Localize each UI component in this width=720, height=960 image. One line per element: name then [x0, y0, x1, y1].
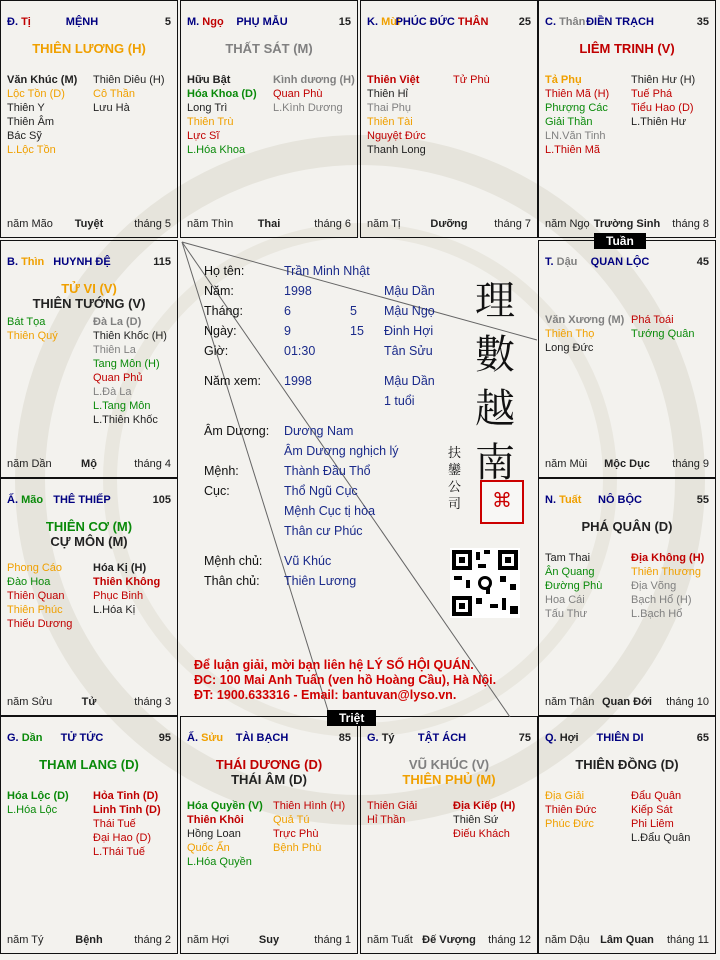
info-label: Âm Dương: [204, 424, 270, 438]
main-star: THẤT SÁT (M) [225, 41, 313, 56]
minor-star-left: Thiên Quý [7, 330, 58, 342]
calligraphy-char-4: 南 [475, 440, 515, 486]
footer-phase: Dưỡng [430, 218, 468, 230]
minor-star-right: Đà La (D) [93, 316, 142, 328]
main-star: PHÁ QUÂN (D) [581, 519, 673, 534]
triet-tag: Triệt [327, 710, 376, 726]
seal-text: 扶 鑾 公 司 [448, 446, 462, 512]
footer-phase: Quan Đới [602, 696, 652, 708]
footer-phase: Tuyệt [74, 218, 104, 230]
footer-year: năm Hợi [187, 934, 230, 946]
calligraphy-logo [465, 274, 525, 490]
footer-year: năm Tý [7, 934, 44, 946]
footer-phase: Thai [257, 218, 281, 230]
minor-star-left: Long Đức [545, 342, 594, 354]
info-value: Vũ Khúc [284, 554, 332, 568]
minor-star-right: Quả Tú [273, 814, 310, 826]
info-value: Dương Nam [284, 424, 354, 438]
palace-title: NÔ BỘC [598, 494, 642, 506]
contact-block [194, 658, 534, 703]
minor-star-left: Lộc Tồn (D) [7, 88, 65, 100]
minor-star-right: L.Kình Dương [273, 102, 343, 114]
palace-title: TẬT ÁCH [417, 732, 467, 744]
palace-name [545, 732, 695, 744]
info-value: 01:30 [284, 344, 316, 358]
branch-stem: B. [7, 256, 18, 268]
minor-star-right: Thiên Thương [631, 566, 702, 578]
palace-title: ĐIỀN TRẠCH [586, 16, 654, 28]
palace-cell-thin [0, 240, 178, 478]
info-value: 1998 [284, 284, 312, 298]
minor-star-right: L.Đà La [93, 386, 132, 398]
footer-year: năm Dậu [545, 934, 590, 946]
footer-year: năm Tuất [367, 934, 413, 946]
branch-name: Dậu [556, 256, 578, 268]
minor-star-left: Giải Thần [545, 116, 593, 128]
palace-title: HUYNH ĐỆ [53, 256, 111, 268]
minor-star-right: Phi Liêm [631, 818, 674, 830]
contact-line-3: ĐT: 1900.633316 - Email: bantuvan@lyso.vn. [194, 688, 457, 702]
branch-stem: G. [367, 732, 379, 744]
branch-stem: M. [187, 16, 200, 28]
minor-star-right: Hóa Kị (H) [93, 562, 147, 574]
footer-month: tháng 5 [134, 218, 171, 230]
minor-star-left: Phong Cáo [7, 562, 63, 574]
info-value: 1998 [284, 374, 312, 388]
minor-star-left: Tấu Thư [545, 608, 588, 620]
footer-phase: Tử [81, 696, 97, 708]
minor-star-left: Thiên Phúc [7, 604, 63, 616]
palace-cell-ty [360, 716, 538, 954]
minor-star-left: Thiên Mã (H) [545, 88, 610, 100]
minor-star-right: Thiên Hình (H) [273, 800, 346, 812]
minor-star-left: Thanh Long [367, 144, 426, 156]
palace-name [545, 494, 695, 506]
minor-star-right: Quan Phủ [93, 372, 143, 384]
minor-star-right: Địa Võng [631, 580, 677, 592]
info-value: Âm Dương nghịch lý [284, 444, 399, 458]
minor-star-left: Thiên Hỉ [367, 88, 408, 100]
info-label: Tháng: [204, 304, 243, 318]
palace-name [7, 16, 157, 28]
minor-star-right: Tử Phù [453, 74, 490, 86]
minor-star-left: LN.Văn Tinh [545, 130, 606, 142]
minor-star-left: Thiên Quan [7, 590, 65, 602]
info-value-lunar: 5 [350, 304, 357, 318]
palace-number: 25 [518, 16, 531, 28]
branch-stem: Đ. [7, 16, 18, 28]
palace-name [367, 732, 517, 744]
palace-name [545, 16, 695, 28]
footer-year: năm Thân [545, 696, 595, 708]
minor-star-right: Thiên Khốc (H) [93, 330, 167, 342]
palace-name [7, 494, 157, 506]
minor-star-left: Thiên Âm [7, 116, 55, 128]
minor-star-right: Thái Tuế [93, 818, 136, 830]
branch-name: Thìn [21, 256, 45, 268]
footer-year: năm Dần [7, 458, 52, 470]
minor-star-right: L.Thái Tuế [93, 846, 145, 858]
branch-name: Sửu [201, 732, 224, 744]
palace-number: 65 [696, 732, 709, 744]
minor-star-right: Thiên Sứ [453, 814, 499, 826]
info-value: Thiên Lương [284, 574, 357, 588]
main-star: THIÊN LƯƠNG (H) [32, 41, 146, 56]
footer-month: tháng 11 [666, 934, 709, 946]
palace-cell-suu [180, 716, 358, 954]
palace-number: 105 [152, 494, 171, 506]
minor-star-left: L.Hóa Khoa [187, 144, 246, 156]
palace-number: 5 [164, 16, 171, 28]
info-label: Mệnh chủ: [204, 554, 263, 568]
minor-star-left: Thiên Thọ [545, 328, 595, 340]
calligraphy-char-1: 理 [475, 278, 515, 324]
footer-phase: Lâm Quan [600, 934, 654, 946]
branch-stem: T. [545, 256, 554, 268]
minor-star-right: Tiểu Hao (D) [631, 102, 694, 114]
minor-star-left: Đường Phù [545, 580, 603, 592]
palace-name [187, 732, 337, 744]
footer-month: tháng 6 [314, 218, 351, 230]
center-panel [180, 240, 538, 718]
minor-star-left: Thiên Tài [367, 116, 413, 128]
info-value-lunar: 15 [350, 324, 364, 338]
footer-phase: Mộc Dục [604, 458, 650, 470]
minor-star-right: Điếu Khách [453, 828, 510, 840]
footer-phase: Mộ [81, 458, 97, 470]
minor-star-left: Thiếu Dương [7, 618, 73, 630]
minor-star-left: L.Thiên Mã [545, 144, 601, 156]
info-value: Thân cư Phúc [284, 524, 363, 538]
minor-star-left: Quốc Ấn [187, 842, 230, 854]
branch-name: Hợi [559, 732, 579, 744]
minor-star-right: L.Thiên Hư [631, 116, 687, 128]
palace-cell-tuat [538, 478, 716, 716]
footer-year: năm Thìn [187, 218, 234, 230]
info-value: Thổ Ngũ Cục [284, 484, 358, 498]
minor-star-right: Tang Môn (H) [93, 358, 160, 370]
info-label: Năm xem: [204, 374, 261, 388]
info-label: Họ tên: [204, 264, 245, 278]
minor-star-left: Thiên Khôi [187, 814, 244, 826]
minor-star-left: L.Lộc Tồn [7, 144, 56, 156]
info-label: Thân chủ: [204, 574, 260, 588]
main-star: THIÊN CƠ (M) [45, 519, 133, 534]
footer-phase: Bệnh [75, 934, 103, 946]
info-value: Thành Đầu Thổ [284, 464, 371, 478]
info-label: Giờ: [204, 344, 229, 358]
palace-title: THIÊN DI [596, 732, 644, 744]
footer-month: tháng 3 [134, 696, 171, 708]
minor-star-right: Kình dương (H) [273, 74, 355, 86]
minor-star-left: Hỉ Thần [367, 814, 406, 826]
minor-star-right: Kiếp Sát [631, 804, 673, 816]
branch-name: Ngọ [202, 16, 224, 28]
main-star: VŨ KHÚC (V) [408, 757, 490, 772]
palace-name [545, 256, 695, 268]
tuan-tag: Tuần [594, 233, 646, 249]
minor-star-right: Tướng Quân [631, 328, 695, 340]
red-seal-icon: ⌘ [480, 480, 524, 524]
branch-stem: C. [545, 16, 556, 28]
info-value: 6 [284, 304, 291, 318]
minor-star-left: Đào Hoa [7, 576, 51, 588]
main-star: LIÊM TRINH (V) [579, 41, 675, 56]
minor-star-right: Linh Tinh (D) [93, 804, 161, 816]
branch-name: Tuất [559, 494, 582, 506]
palace-title: QUAN LỘC [590, 256, 650, 268]
info-value-canchi: 1 tuổi [384, 394, 415, 408]
footer-year: năm Mùi [545, 458, 588, 470]
palace-cell-dau [538, 240, 716, 478]
palace-cell-ti [0, 0, 178, 238]
main-star: THÁI ÂM (D) [231, 772, 307, 787]
palace-name [7, 732, 157, 744]
main-star: THIÊN TƯỚNG (V) [32, 296, 146, 311]
branch-stem: K. [367, 16, 378, 28]
minor-star-right: Đại Hao (D) [93, 832, 152, 844]
minor-star-right: Hỏa Tinh (D) [93, 790, 159, 802]
minor-star-right: Phá Toái [631, 314, 674, 326]
branch-name: Tý [381, 732, 395, 744]
minor-star-left: Bác Sỹ [7, 130, 42, 142]
branch-name: Tị [21, 16, 31, 28]
palace-name [367, 16, 517, 28]
footer-month: tháng 1 [314, 934, 351, 946]
palace-title: THÊ THIẾP [53, 494, 111, 506]
main-star: CỰ MÔN (M) [50, 534, 128, 549]
palace-number: 85 [338, 732, 351, 744]
palace-name [187, 16, 337, 28]
palace-cell-mao [0, 478, 178, 716]
main-star: TỬ VI (V) [61, 281, 117, 296]
minor-star-left: Thiên Giải [367, 800, 418, 812]
minor-star-right: L.Hóa Kị [93, 604, 136, 616]
info-value: Trần Minh Nhật [284, 264, 370, 278]
footer-phase: Đế Vượng [422, 934, 476, 946]
info-value-canchi: Đinh Hợi [384, 324, 434, 338]
footer-month: tháng 9 [672, 458, 709, 470]
minor-star-right: Đẩu Quân [631, 790, 682, 802]
palace-number: 55 [696, 494, 709, 506]
branch-stem: Ấ. [187, 732, 198, 744]
main-star: THAM LANG (D) [39, 757, 139, 772]
info-value-canchi: Mậu Dần [384, 284, 435, 298]
branch-name: Dần [21, 732, 43, 744]
palace-title: PHỤ MẪU [236, 16, 288, 28]
minor-star-left: Hoa Cái [545, 594, 585, 606]
palace-title: TÀI BẠCH [235, 732, 289, 744]
info-value: Mệnh Cục tị hòa [284, 504, 376, 518]
branch-stem: Q. [545, 732, 557, 744]
branch-stem: N. [545, 494, 556, 506]
footer-month: tháng 8 [672, 218, 709, 230]
contact-line-2: ĐC: 100 Mai Anh Tuấn (ven hồ Hoàng Cầu), Hà Nội. [194, 673, 497, 687]
contact-line-1: Để luận giải, mời bạn liên hệ LÝ SỐ HỘI QUÁN. [194, 658, 474, 672]
footer-year: năm Sửu [7, 696, 53, 708]
minor-star-left: Thiên Trù [187, 116, 234, 128]
palace-cell-mui [360, 0, 538, 238]
minor-star-left: Hóa Quyền (V) [187, 800, 263, 812]
palace-name [7, 256, 157, 268]
footer-month: tháng 4 [134, 458, 171, 470]
palace-number: 45 [696, 256, 709, 268]
branch-stem: Ấ. [7, 494, 18, 506]
footer-year: năm Mão [7, 218, 53, 230]
minor-star-left: Văn Khúc (M) [7, 74, 78, 86]
minor-star-left: Địa Giải [545, 790, 585, 802]
qr-code-icon [450, 548, 520, 618]
minor-star-left: Ân Quang [545, 566, 595, 578]
minor-star-right: Địa Không (H) [631, 552, 705, 564]
minor-star-left: Hồng Loan [187, 828, 241, 840]
minor-star-right: Trực Phù [273, 828, 319, 840]
palace-title: PHÚC ĐỨC [395, 16, 455, 28]
minor-star-left: Nguyệt Đức [367, 130, 426, 142]
palace-cell-ngo [180, 0, 358, 238]
palace-cell-than [538, 0, 716, 238]
palace-number: 115 [153, 256, 171, 268]
footer-month: tháng 2 [134, 934, 171, 946]
minor-star-left: Hóa Khoa (D) [187, 88, 257, 100]
info-label: Mệnh: [204, 464, 239, 478]
minor-star-right: Thiên Diêu (H) [93, 74, 165, 86]
minor-star-right: Thiên La [93, 344, 136, 356]
minor-star-left: Bát Tọa [7, 316, 46, 328]
palace-number: 75 [518, 732, 531, 744]
info-value-canchi: Tân Sửu [384, 344, 433, 358]
minor-star-right: Bệnh Phù [273, 842, 322, 854]
footer-phase: Trường Sinh [593, 218, 661, 230]
minor-star-right: Bạch Hổ (H) [631, 594, 692, 606]
minor-star-left: Phúc Đức [545, 818, 594, 830]
palace-cell-hoi [538, 716, 716, 954]
minor-star-left: Hóa Lộc (D) [7, 790, 69, 802]
branch-stem: G. [7, 732, 19, 744]
minor-star-right: L.Đẩu Quân [631, 832, 691, 844]
main-star: THIÊN ĐỒNG (D) [575, 757, 679, 772]
calligraphy-char-2: 數 [475, 332, 515, 378]
footer-month: tháng 7 [494, 218, 531, 230]
info-label: Năm: [204, 284, 234, 298]
calligraphy-char-3: 越 [475, 386, 515, 432]
branch-name: Mão [21, 494, 44, 506]
footer-month: tháng 12 [488, 934, 531, 946]
footer-year: năm Ngọ [545, 218, 590, 230]
minor-star-right: L.Tang Môn [93, 400, 151, 412]
footer-year: năm Tị [367, 218, 401, 230]
branch-name: Mùi [381, 16, 401, 28]
minor-star-left: L.Hóa Quyền [187, 856, 252, 868]
main-star: THIÊN PHỦ (M) [402, 772, 496, 787]
info-value-canchi: Mậu Dần [384, 374, 435, 388]
palace-cell-dan [0, 716, 178, 954]
minor-star-left: Văn Xương (M) [545, 314, 625, 326]
minor-star-left: Thiên Việt [367, 74, 420, 86]
palace-number: 15 [338, 16, 351, 28]
minor-star-left: Thai Phụ [367, 102, 412, 114]
minor-star-right: Phục Binh [93, 590, 144, 602]
minor-star-right: Quan Phù [273, 88, 323, 100]
footer-phase: Suy [258, 934, 280, 946]
minor-star-left: Lực Sĩ [187, 130, 220, 142]
minor-star-right: Cô Thần [93, 88, 135, 100]
minor-star-left: Tam Thai [545, 552, 591, 564]
info-label: Cục: [204, 484, 230, 498]
info-label: Ngày: [204, 324, 237, 338]
palace-number: 35 [696, 16, 709, 28]
minor-star-right: Thiên Hư (H) [631, 74, 696, 86]
footer-month: tháng 10 [666, 696, 709, 708]
minor-star-left: Hữu Bật [187, 74, 231, 86]
minor-star-right: L.Thiên Khốc [93, 414, 158, 426]
minor-star-right: Lưu Hà [93, 102, 130, 114]
palace-title: TỬ TỨC [60, 732, 104, 744]
minor-star-right: Thiên Không [93, 576, 161, 588]
minor-star-left: Thiên Đức [545, 804, 597, 816]
minor-star-right: L.Bạch Hổ [631, 608, 683, 620]
info-value-canchi: Mậu Ngọ [384, 304, 435, 318]
minor-star-left: Phượng Các [545, 102, 608, 114]
minor-star-right: Địa Kiếp (H) [453, 800, 516, 812]
minor-star-left: Long Trì [187, 102, 228, 114]
palace-extra: THÂN [457, 16, 489, 28]
branch-name: Thân [559, 16, 586, 28]
main-star: THÁI DƯƠNG (D) [215, 757, 323, 772]
palace-number: 95 [158, 732, 171, 744]
minor-star-left: Tả Phụ [545, 74, 582, 86]
minor-star-right: Tuế Phá [631, 88, 673, 100]
minor-star-left: L.Hóa Lộc [7, 804, 58, 816]
info-value: 9 [284, 324, 291, 338]
palace-title: MỆNH [65, 16, 99, 28]
minor-star-left: Thiên Y [7, 102, 45, 114]
